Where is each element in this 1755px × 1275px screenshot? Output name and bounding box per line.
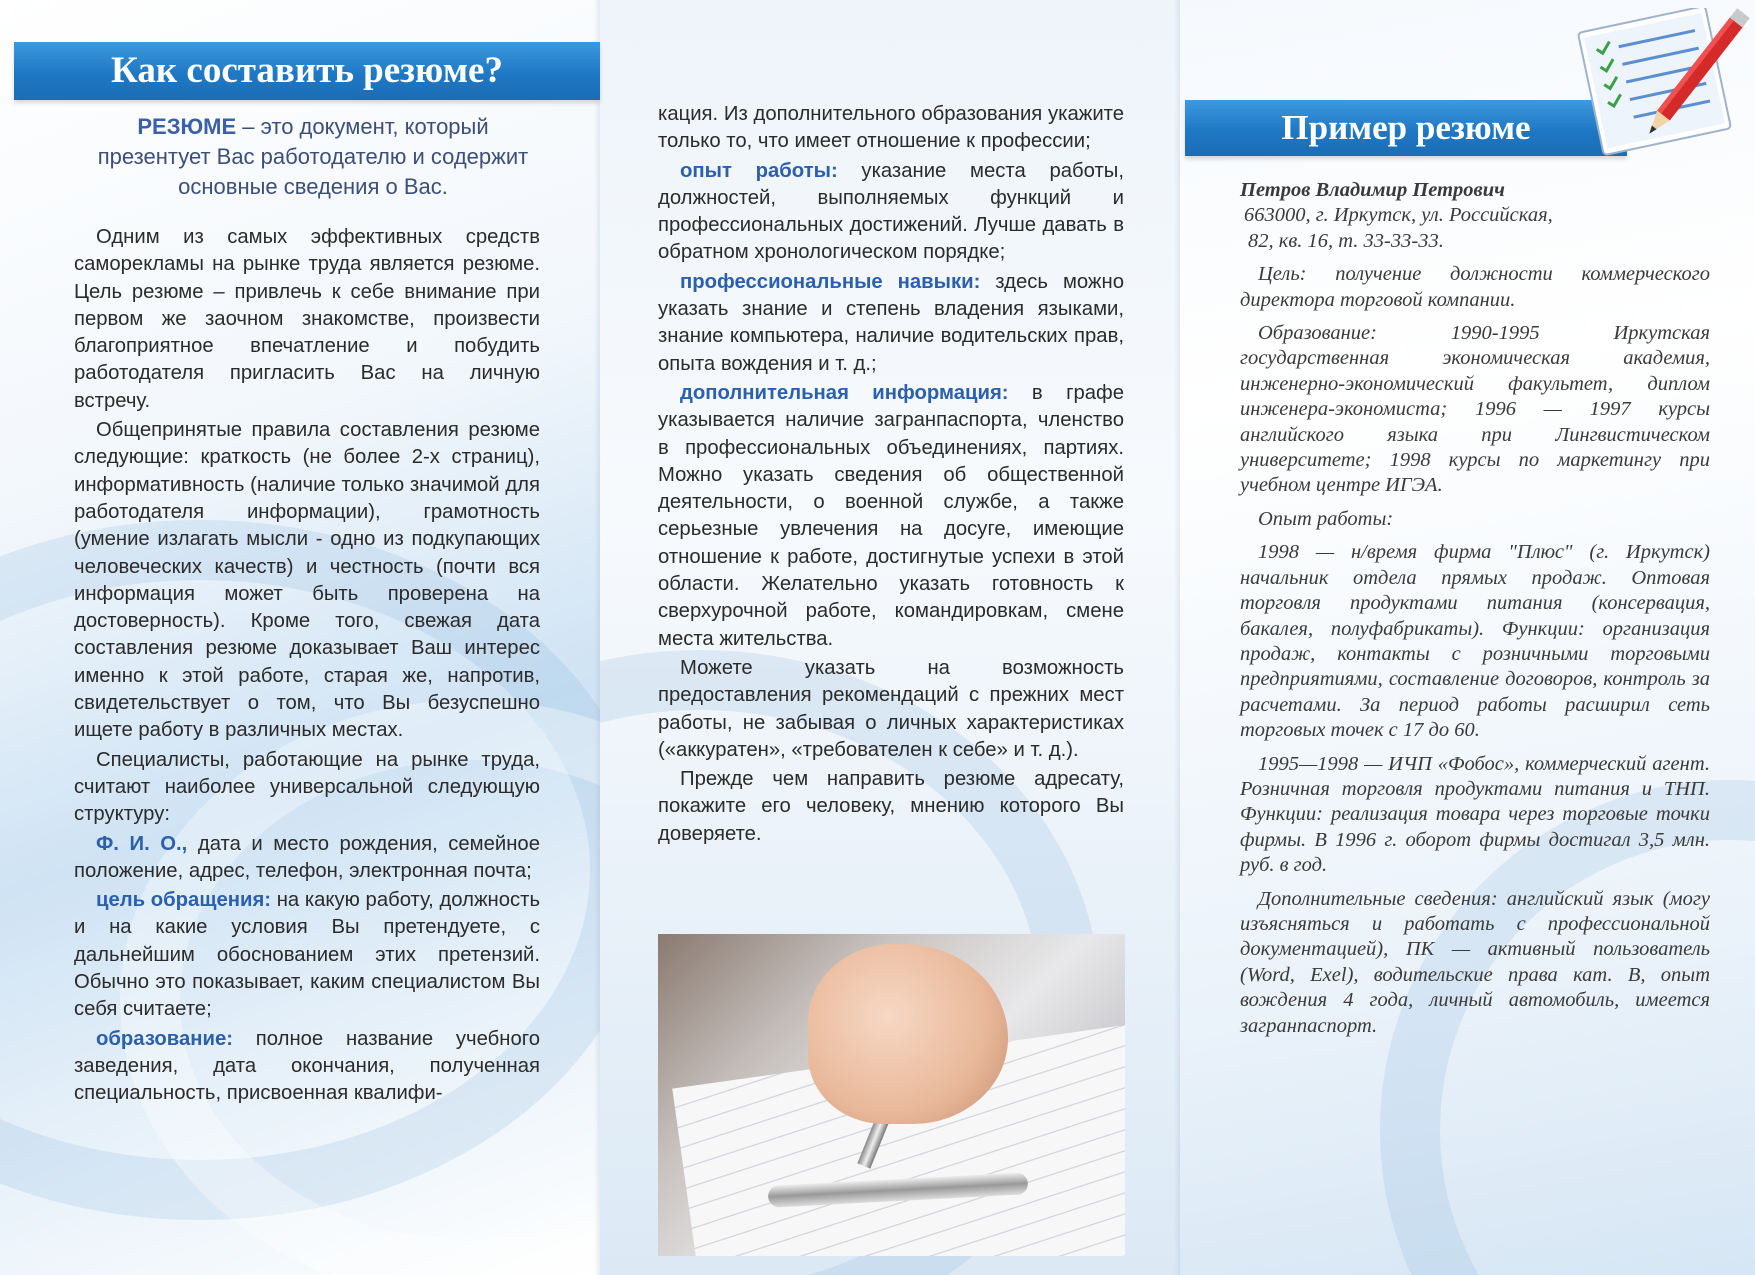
resume-goal: Цель: получение должности коммерческого директора торговой компании. <box>1240 263 1710 311</box>
resume-job: 1998 — н/время фирма "Плюс" (г. Иркутск) начальник отдела прямых продаж. Оптовая торговля продуктами питания (консервация, бакалея, полуфабрикаты). Функции: организация продаж, контакты с розничными торговыми предприятиями, составление договоров, контроль за расчетами. За период работы расширил сеть торговых точек с 17 до 60. <box>1240 541 1710 742</box>
paragraph: кация. Из дополнительного образования укажите только то, что имеет отношение к профессии; <box>658 103 1124 153</box>
sample-resume <box>1240 178 1710 1039</box>
item-text: дата и место рождения, семейное положение, адрес, телефон, электронная почта; <box>74 832 540 882</box>
resume-experience-heading: Опыт работы: <box>1258 507 1394 530</box>
item-text: здесь можно указать знание и степень владения языками, знание компьютера, наличие водительских прав, опыта вождения и т. д.; <box>658 270 1124 375</box>
item-text: на какую работу, должность и на какие условия Вы претендуете, с дальнейшим обоснованием этих претензий. Обычно это показывает, каким специалистом Вы себя считаете; <box>74 889 541 1021</box>
sample-resume-title: Пример резюме <box>1185 100 1627 156</box>
keyword: опыт работы: <box>680 159 838 182</box>
paragraph: Можете указать на возможность предоставления рекомендаций с прежних мест работы, не забывая о личных характеристиках («аккуратен», «требователен к себе» и т. д.). <box>658 656 1124 761</box>
structure-item-education <box>74 1026 540 1108</box>
structure-item-experience <box>658 158 1124 267</box>
resume-name: Петров Владимир Петрович <box>1240 179 1505 201</box>
intro-text: – это документ, который презентует Вас работодателю и содержит основные сведения о Вас. <box>97 114 529 199</box>
resume-address-line: 663000, г. Иркутск, ул. Российская, <box>1244 204 1553 227</box>
structure-item-goal <box>74 887 540 1023</box>
structure-item-fio <box>74 831 540 886</box>
notebook-pencil-icon <box>1565 8 1750 158</box>
structure-item-skills <box>658 269 1124 378</box>
left-column-text <box>74 224 540 1110</box>
paragraph: Специалисты, работающие на рынке труда, считают наиболее универсальной следующую структуру: <box>74 748 540 826</box>
writing-hand-photo <box>658 934 1125 1256</box>
intro-term: РЕЗЮМЕ <box>137 114 237 139</box>
keyword: Ф. И. О., <box>96 832 188 855</box>
item-text: в графе указывается наличие загранпаспорта, членство в профессиональных объединениях, партиях. Можно указать сведения об общественной деятельности, о военной службе, а также серьезные увлечения на досуге, имеющие отношение к работе, достигнутые успехи в этой области. Желательно указать готовность к сверхурочной работе, командировкам, смене места жительства. <box>658 381 1124 650</box>
structure-item-extra <box>658 380 1124 653</box>
middle-column-text <box>658 101 1124 850</box>
resume-extra-info: Дополнительные сведения: английский язык (могу изъясняться и работать с профессиональной документацией), ПК — активный пользователь (Word, Exel), водительские права кат. В, опыт вождения 4 года, личный автомобиль, имеется загранпаспорт. <box>1240 887 1710 1037</box>
paragraph: Одним из самых эффективных средств саморекламы на рынке труда является резюме. Цель резюме – привлечь к себе внимание при первом же заочном знакомстве, произвести благоприятное впечатление и побудить работодателя пригласить Вас на личную встречу. <box>74 226 540 412</box>
resume-education: Образование: 1990-1995 Иркутская государственная экономическая академия, инженерно-экономический факультет, диплом инженера-экономиста; 1996 — 1997 курсы английского языка при Лингвистическом университете; 1998 курсы по маркетингу при учебном центре ИГЭА. <box>1240 322 1710 497</box>
keyword: образование: <box>96 1027 234 1050</box>
item-text: полное название учебного заведения, дата окончания, полученная специальность, присвоенная квалифи- <box>74 1027 540 1105</box>
paragraph: Прежде чем направить резюме адресату, покажите его человеку, мнению которого Вы доверяете. <box>658 768 1124 845</box>
keyword: профессиональные навыки: <box>680 270 981 293</box>
page-title: Как составить резюме? <box>14 42 600 100</box>
keyword: дополнительная информация: <box>680 381 1009 404</box>
keyword: цель обращения: <box>96 889 272 912</box>
intro-definition <box>78 112 548 202</box>
paragraph: Общепринятые правила составления резюме следующие: краткость (не более 2-х страниц), информативность (наличие только значимой для работодателя информации), грамотность (умение излагать мысли - одно из подкупающих человеческих качеств) и честность (почти вся информация может быть проверена на достоверность). Кроме того, свежая дата составления резюме доказывает Ваш интерес именно к этой работе, старая же, напротив, свидетельствует о том, что Вы безуспешно ищете работу в различных местах. <box>74 419 540 742</box>
item-text: указание места работы, должностей, выполняемых функций и профессиональных достижений. Лучше давать в обратном хронологическом порядке; <box>658 159 1124 264</box>
resume-job: 1995—1998 — ИЧП «Фобос», коммерческий агент. Розничная торговля продуктами питания и ТНП. Функции: реализация товара через торговые точки фирмы. В 1996 г. оборот фирмы достигал 3,5 млн. руб. в год. <box>1240 752 1710 877</box>
resume-address-line: 82, кв. 16, т. 33-33-33. <box>1248 229 1444 252</box>
